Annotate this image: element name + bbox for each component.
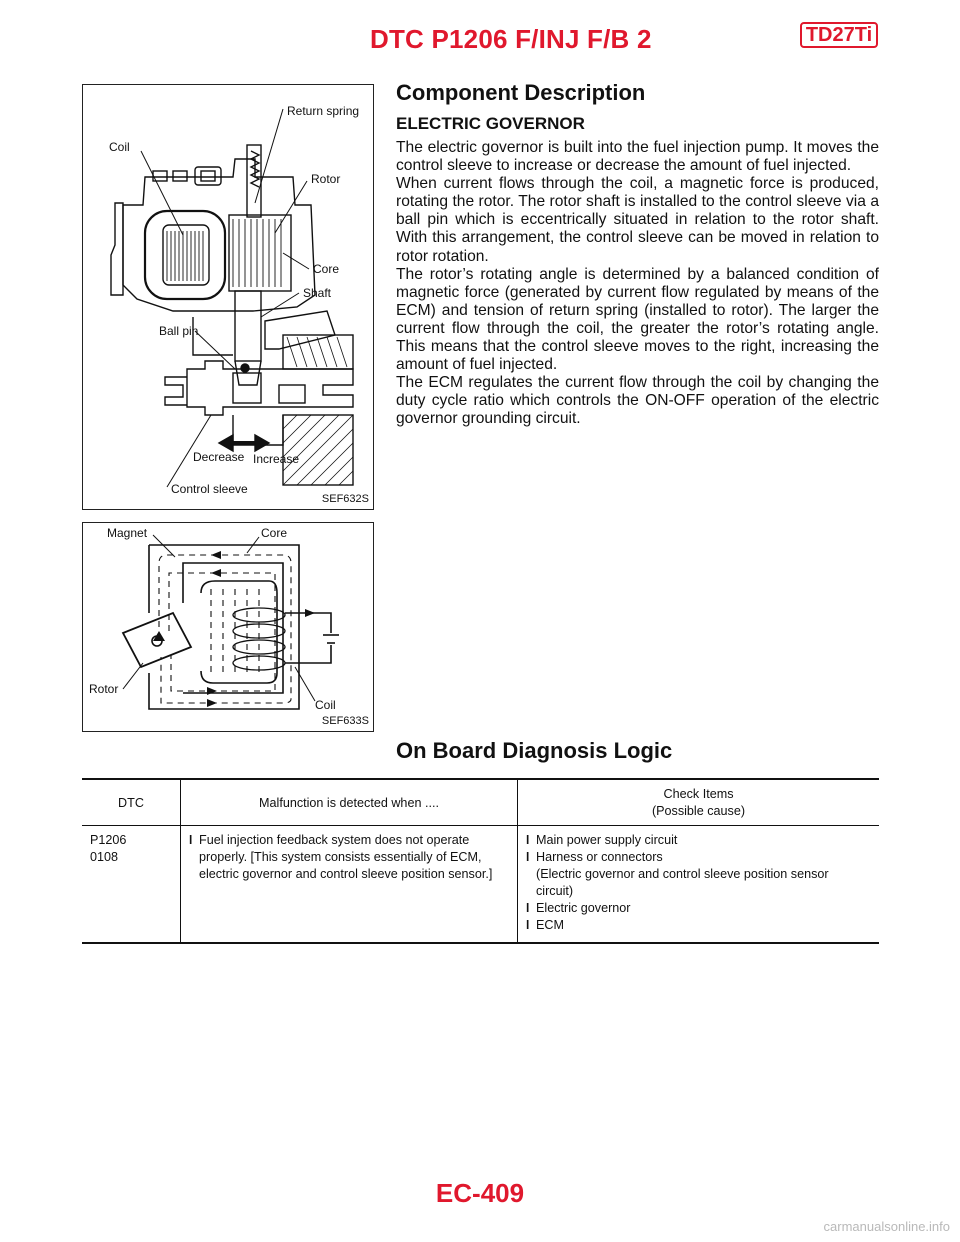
list-item: [189, 832, 509, 883]
bullet-icon: l: [526, 850, 530, 864]
header-check-items-line1: Check Items: [663, 787, 734, 801]
label-magnet: Magnet: [107, 526, 148, 540]
header-malfunction: Malfunction is detected when ....: [181, 779, 518, 826]
page-header-title: DTC P1206 F/INJ F/B 2: [370, 24, 652, 54]
engine-model-badge: TD27Ti: [800, 22, 878, 48]
label-increase: Increase: [253, 452, 300, 466]
label-control-sleeve: Control sleeve: [171, 482, 248, 496]
paragraph: The ECM regulates the current flow through the coil by changing the duty cycle ratio which controls the ON-OFF operation of the electric governor grounding circuit.: [396, 374, 879, 428]
check-item: ECM: [536, 918, 564, 932]
electric-governor-figure: [82, 84, 374, 510]
dtc-code: P1206: [90, 833, 127, 847]
table-header-row: [82, 779, 879, 826]
label-decrease: Decrease: [193, 450, 245, 464]
list-item: [526, 832, 871, 849]
label-rotor: Rotor: [311, 172, 341, 186]
watermark: carmanualsonline.info: [823, 1219, 950, 1234]
cell-malfunction: [181, 826, 518, 944]
table-row: [82, 826, 879, 944]
governor-cross-section-drawing: [83, 85, 373, 509]
header-dtc: DTC: [82, 779, 181, 826]
list-item: [526, 917, 871, 934]
label-rotor: Rotor: [89, 682, 119, 696]
diagnosis-logic-title: On Board Diagnosis Logic: [396, 738, 673, 763]
label-core: Core: [313, 262, 340, 276]
malfunction-line: electric governor and control sleeve position sensor.]: [199, 867, 493, 881]
component-description-title: Component Description: [396, 80, 646, 105]
label-core: Core: [261, 526, 288, 540]
cell-check-items: [518, 826, 880, 944]
figure-code: SEF632S: [321, 493, 369, 505]
paragraph: The electric governor is built into the fuel injection pump. It moves the control sleeve to increase or decrease the amount of fuel injected.: [396, 139, 879, 175]
check-item: Main power supply circuit: [536, 833, 678, 847]
check-item-detail: circuit): [536, 884, 574, 898]
malfunction-line: properly. [This system consists essentially of ECM,: [199, 850, 482, 864]
bullet-icon: l: [526, 833, 530, 847]
label-coil: Coil: [315, 698, 336, 712]
bullet-icon: l: [526, 901, 530, 915]
figure-code: SEF633S: [321, 715, 369, 727]
diagnosis-table: [82, 778, 879, 944]
list-item: [526, 849, 871, 866]
paragraph: The rotor’s rotating angle is determined by a balanced condition of magnetic force (generated by current flow regulated by means of the ECM) and tension of return spring (installed to rotor). The larger the current flow through the coil, the greater the rotor’s rotating angle. This means that the control sleeve moves to the right, increasing the amount of fuel injected.: [396, 265, 879, 374]
cell-dtc: [82, 826, 181, 944]
magnetic-flux-drawing: [83, 523, 373, 731]
check-item: Electric governor: [536, 901, 631, 915]
label-ball-pin: Ball pin: [159, 324, 199, 338]
label-shaft: Shaft: [303, 286, 332, 300]
dtc-code-alt: 0108: [90, 850, 119, 864]
malfunction-line: Fuel injection feedback system does not operate: [199, 833, 470, 847]
bullet-icon: l: [526, 918, 530, 932]
page-number: EC-409: [435, 1178, 525, 1208]
magnetic-flux-figure: [82, 522, 374, 732]
label-coil: Coil: [109, 140, 130, 154]
bullet-icon: l: [189, 833, 193, 847]
header-check-items-line2: (Possible cause): [651, 804, 746, 818]
check-item: Harness or connectors: [536, 850, 663, 864]
electric-governor-subtitle: ELECTRIC GOVERNOR: [396, 114, 585, 133]
check-item-detail: (Electric governor and control sleeve position sensor: [536, 867, 829, 881]
list-item: [526, 900, 871, 917]
header-check-items: [518, 779, 880, 826]
paragraph: When current flows through the coil, a magnetic force is produced, rotating the rotor. The rotor shaft is installed to the control sleeve via a ball pin which is eccentrically situated in relation to the rotor shaft. With this arrangement, the control sleeve can be moved in relation to rotor rotation.: [396, 175, 879, 265]
component-description-body: [396, 139, 879, 429]
label-return-spring: Return spring: [287, 104, 360, 118]
